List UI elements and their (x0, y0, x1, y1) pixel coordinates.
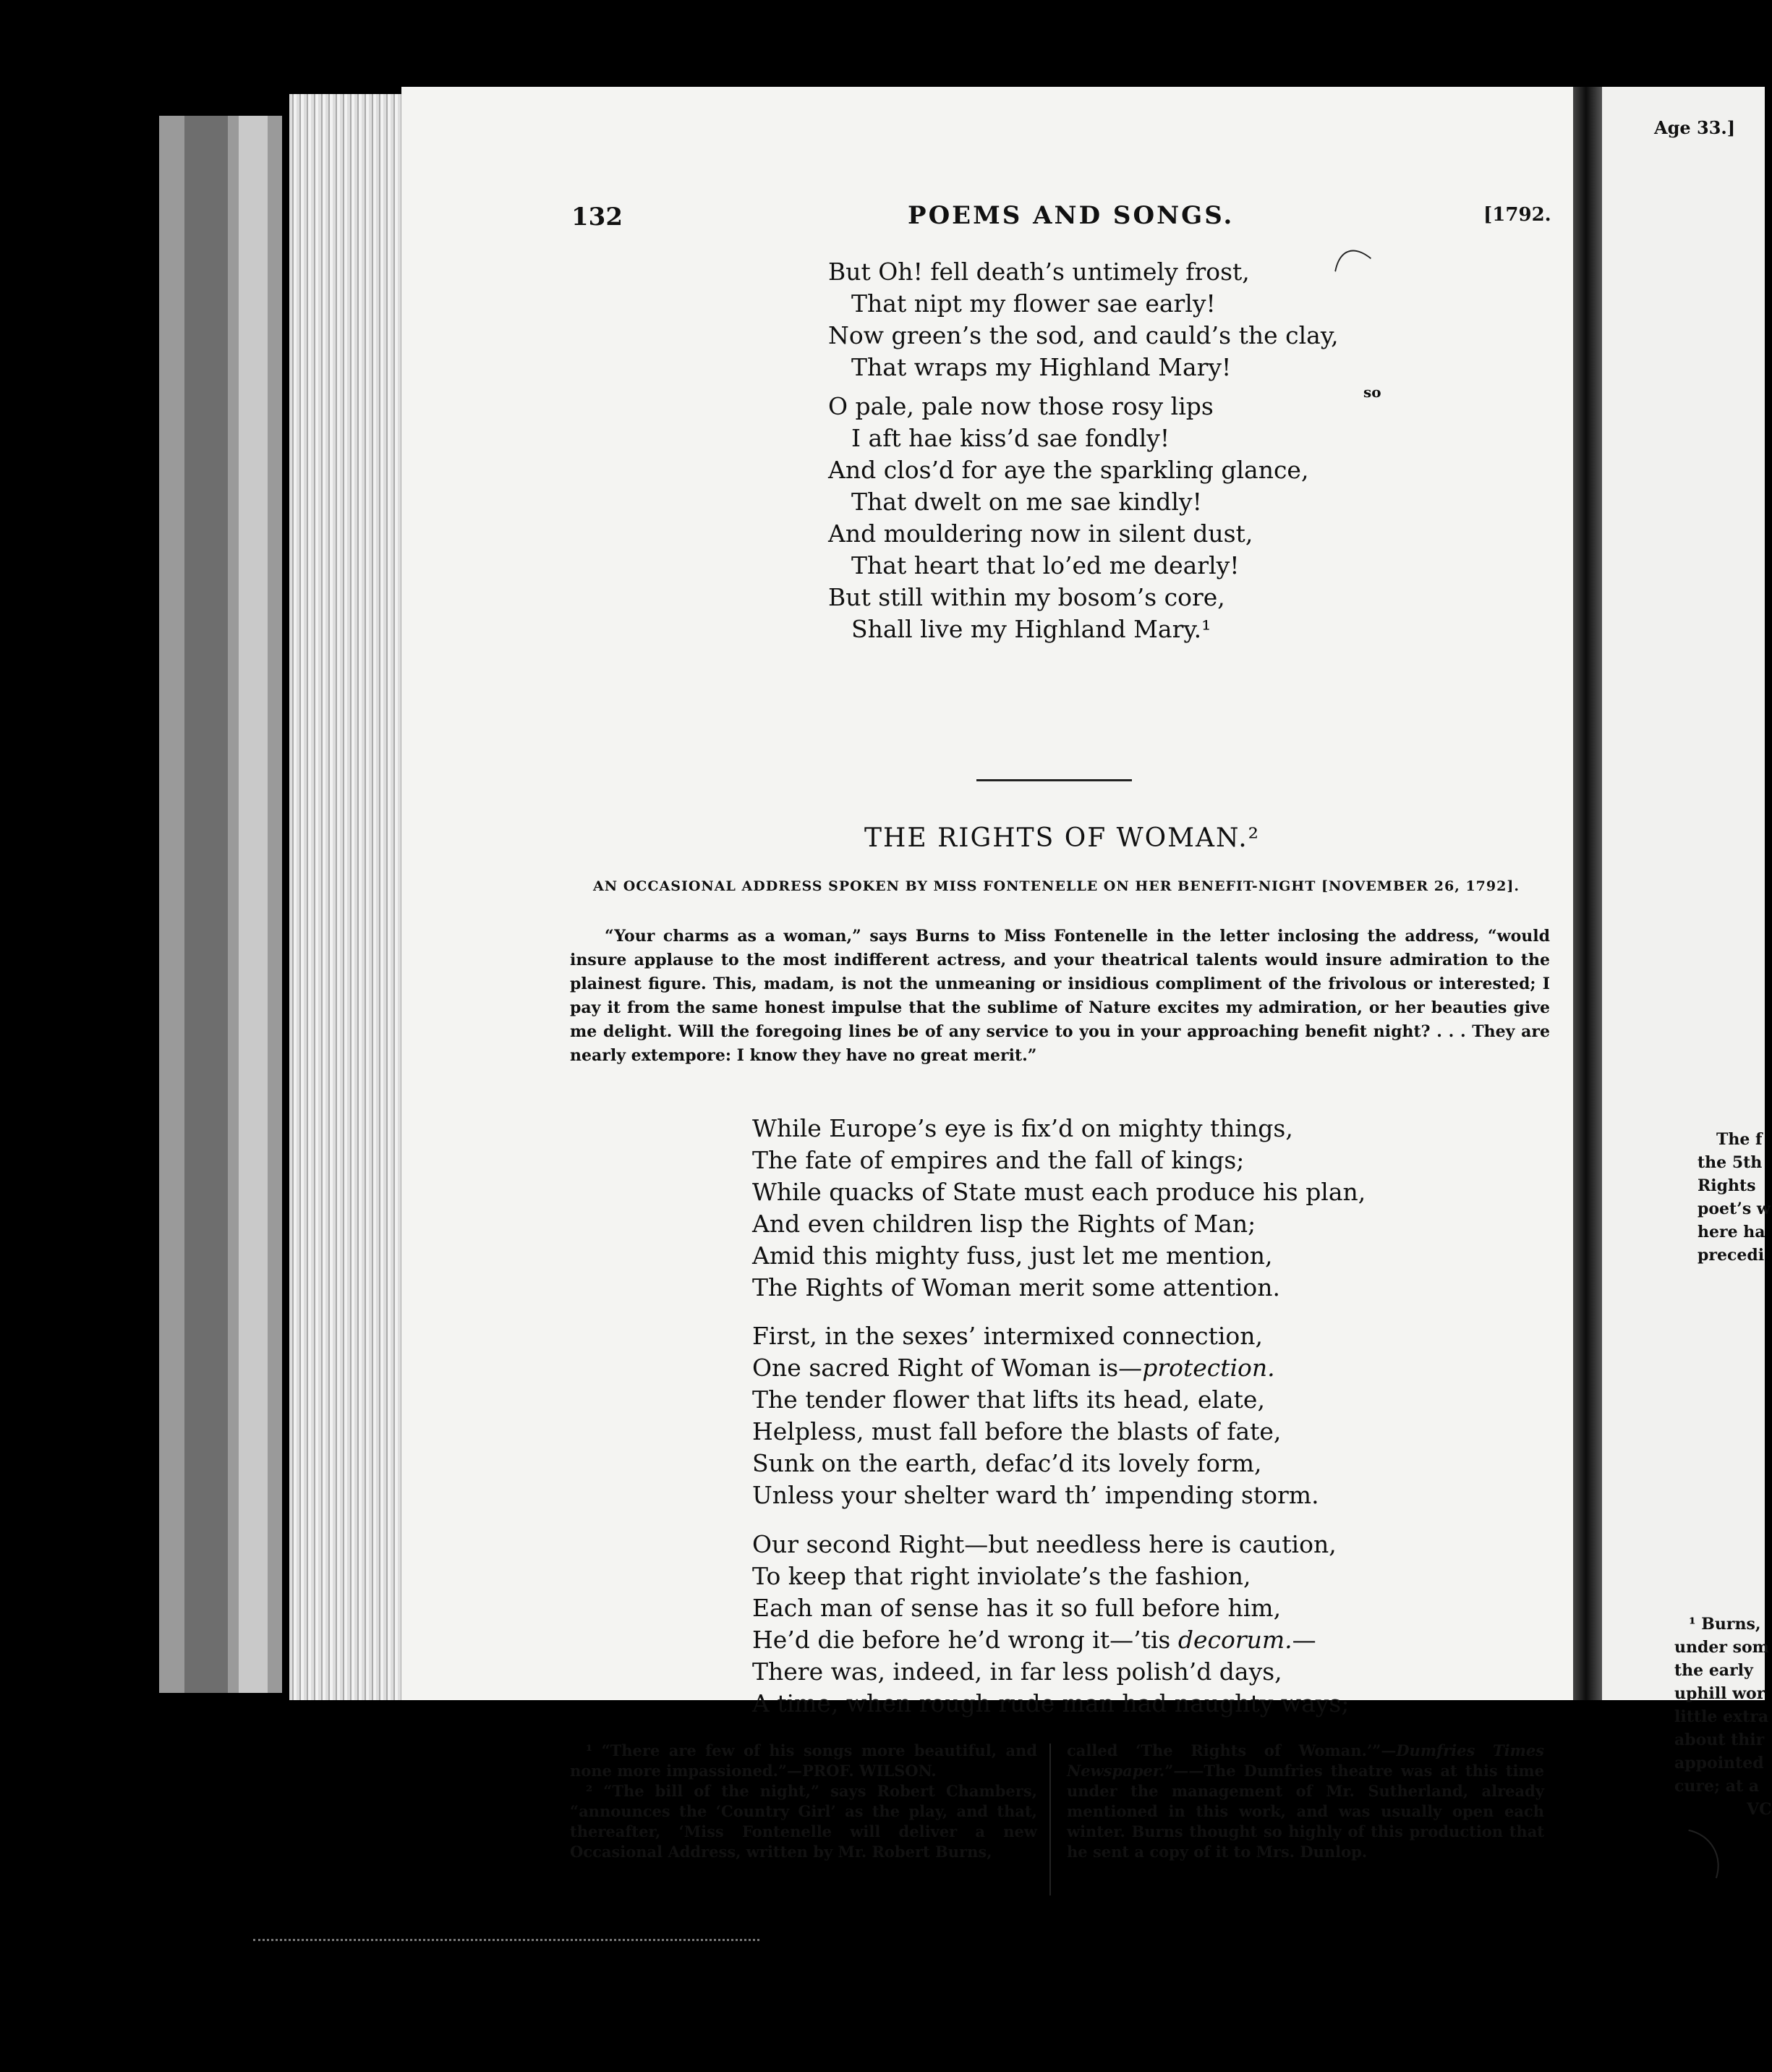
right-page-footnote-line: appointed (1674, 1754, 1764, 1772)
verse-line: Unless your shelter ward th’ impending storm. (752, 1481, 1319, 1509)
poem-end-stanza-1 (828, 256, 1339, 383)
verse-line: That dwelt on me sae kindly! (851, 488, 1202, 516)
verse-text: — (1292, 1626, 1316, 1654)
intro-quotation: “Your charms as a woman,” says Burns to Miss Fontenelle in the letter inclosing the address, “would insure applause to the most indifferent actress, and your theatrical talents would insure admiration to the plainest figure. This, madam, is not the unmeaning or insidious compliment of the frivolous or interested; I pay it from the same honest impulse that the sublime of Nature excites my admiration, or her beauties give me delight. Will the foregoing lines be of any service to you in your approaching benefit night? . . . They are nearly extempore: I know they have no great merit.” (570, 927, 1550, 1065)
footnote-text: called ‘The Rights of Woman.’”— (1067, 1741, 1397, 1759)
verse-line: And mouldering now in silent dust, (828, 519, 1253, 548)
handwritten-mark (1609, 1812, 1734, 1932)
verse-line: A time, when rough rude man had naughty ways; (752, 1689, 1350, 1718)
right-page-footnote-line: ¹ Burns, (1689, 1615, 1761, 1634)
page-year: [1792. (1483, 204, 1551, 226)
page-bottom-dotted-line (253, 1939, 759, 1941)
scan-shadow (239, 116, 268, 1693)
verse-line: Now green’s the sod, and cauld’s the clay, (828, 321, 1339, 349)
poem-subtitle: AN OCCASIONAL ADDRESS SPOKEN BY MISS FONTENELLE ON HER BENEFIT-NIGHT [NOVEMBER 26, 1792]. (593, 878, 1520, 894)
verse-line: That wraps my Highland Mary! (851, 353, 1232, 381)
verse-line: Helpless, must fall before the blasts of fate, (752, 1417, 1282, 1445)
left-page (401, 87, 1573, 1861)
verse-line: There was, indeed, in far less polish’d days, (752, 1657, 1282, 1686)
right-page-line: The f (1716, 1130, 1763, 1149)
verse-line: Amid this mighty fuss, just let me mention, (752, 1241, 1273, 1270)
poem-title: THE RIGHTS OF WOMAN.² (864, 823, 1261, 853)
verse-line: And clos’d for aye the sparkling glance, (828, 456, 1309, 484)
verse-line: That nipt my flower sae early! (851, 289, 1216, 318)
verse-line: And even children lisp the Rights of Man; (752, 1210, 1256, 1238)
right-page-line: precedi (1698, 1246, 1765, 1265)
footnote-1: ¹ “There are few of his songs more beautiful, and none more impassioned.”—PROF. WILSON. (570, 1741, 1037, 1780)
poem-stanza-2 (752, 1320, 1319, 1511)
verse-line: While Europe’s eye is fix’d on mighty things, (752, 1114, 1293, 1142)
verse-line: The Rights of Woman merit some attention. (752, 1273, 1280, 1302)
right-page-line: poet’s w (1698, 1200, 1771, 1218)
right-page-line: here ha (1698, 1223, 1765, 1241)
right-page (1602, 87, 1772, 1819)
verse-line: The fate of empires and the fall of kings; (752, 1146, 1245, 1174)
right-page-footnote-line: about thir (1674, 1731, 1765, 1749)
book-page-edges (289, 94, 405, 1700)
verse-text: He’d die before he’d wrong it—’tis (752, 1626, 1178, 1654)
verse-line: To keep that right inviolate’s the fashion, (752, 1562, 1251, 1590)
verse-line: But still within my bosom’s core, (828, 583, 1225, 611)
verse-line: But Oh! fell death’s untimely frost, (828, 258, 1250, 286)
verse-line: Our second Right—but needless here is caution, (752, 1530, 1337, 1558)
running-title: POEMS AND SONGS. (908, 201, 1235, 230)
poem-stanza-1 (752, 1113, 1366, 1304)
footnote-2-continued (1067, 1741, 1544, 1862)
footnote-column-divider (1049, 1744, 1051, 1895)
verse-line: The tender flower that lifts its head, elate, (752, 1385, 1265, 1414)
right-page-line: Rights (1698, 1176, 1756, 1195)
footnotes-left-column (570, 1741, 1037, 1862)
right-page-footnote-line: the early (1674, 1661, 1753, 1680)
book-gutter (1573, 87, 1602, 1700)
verse-line: Each man of sense has it so full before him, (752, 1594, 1282, 1622)
right-page-footnote-line: VC (1747, 1800, 1772, 1819)
verse-line: First, in the sexes’ intermixed connection, (752, 1322, 1264, 1350)
verse-line (752, 1624, 1349, 1656)
verse-line: O pale, pale now those rosy lips (828, 392, 1214, 420)
handwritten-margin-note: so (1363, 383, 1381, 401)
verse-line: I aft hae kiss’d sae fondly! (851, 424, 1170, 452)
footnotes-right-column (1067, 1741, 1544, 1862)
verse-line (752, 1352, 1319, 1384)
scan-shadow (184, 116, 228, 1693)
verse-line: Sunk on the earth, defac’d its lovely form, (752, 1449, 1262, 1477)
right-page-footnote-line: under som (1674, 1638, 1769, 1657)
footnote-2: ² “The bill of the night,” says Robert Chambers, “announces the ‘Country Girl’ as the play, and that, thereafter, ‘Miss Fontenelle will deliver a new Occasional Address, written by Mr. Robert Burns, (570, 1782, 1037, 1861)
verse-italic: decorum. (1177, 1626, 1292, 1654)
poem-stanza-3 (752, 1529, 1349, 1720)
section-rule (976, 779, 1132, 781)
verse-text: One sacred Right of Woman is— (752, 1354, 1143, 1382)
page-number: 132 (571, 203, 623, 232)
verse-line: While quacks of State must each produce his plan, (752, 1178, 1366, 1206)
right-page-header: Age 33.] (1654, 117, 1736, 138)
verse-line: Shall live my Highland Mary.¹ (851, 615, 1211, 643)
verse-italic: protection. (1142, 1354, 1275, 1382)
verse-line: That heart that lo’ed me dearly! (851, 551, 1240, 579)
right-page-line: the 5th (1698, 1153, 1763, 1172)
right-page-footnote-line: uphill wor (1674, 1684, 1765, 1703)
right-page-footnote-line: little extra (1674, 1707, 1769, 1726)
footnote-source-italic: Dumfries Times Newspaper. (1067, 1741, 1544, 1780)
right-page-footnote-line: cure; at a (1674, 1777, 1760, 1796)
footnote-text: ”——The Dumfries theatre was at this time under the management of Mr. Sutherland, already mentioned in this work, and was usually open each winter. Burns thought so highly of this production that he sent a copy of it to Mrs. Dunlop. (1067, 1762, 1544, 1861)
poem-end-stanza-2 (828, 391, 1308, 645)
